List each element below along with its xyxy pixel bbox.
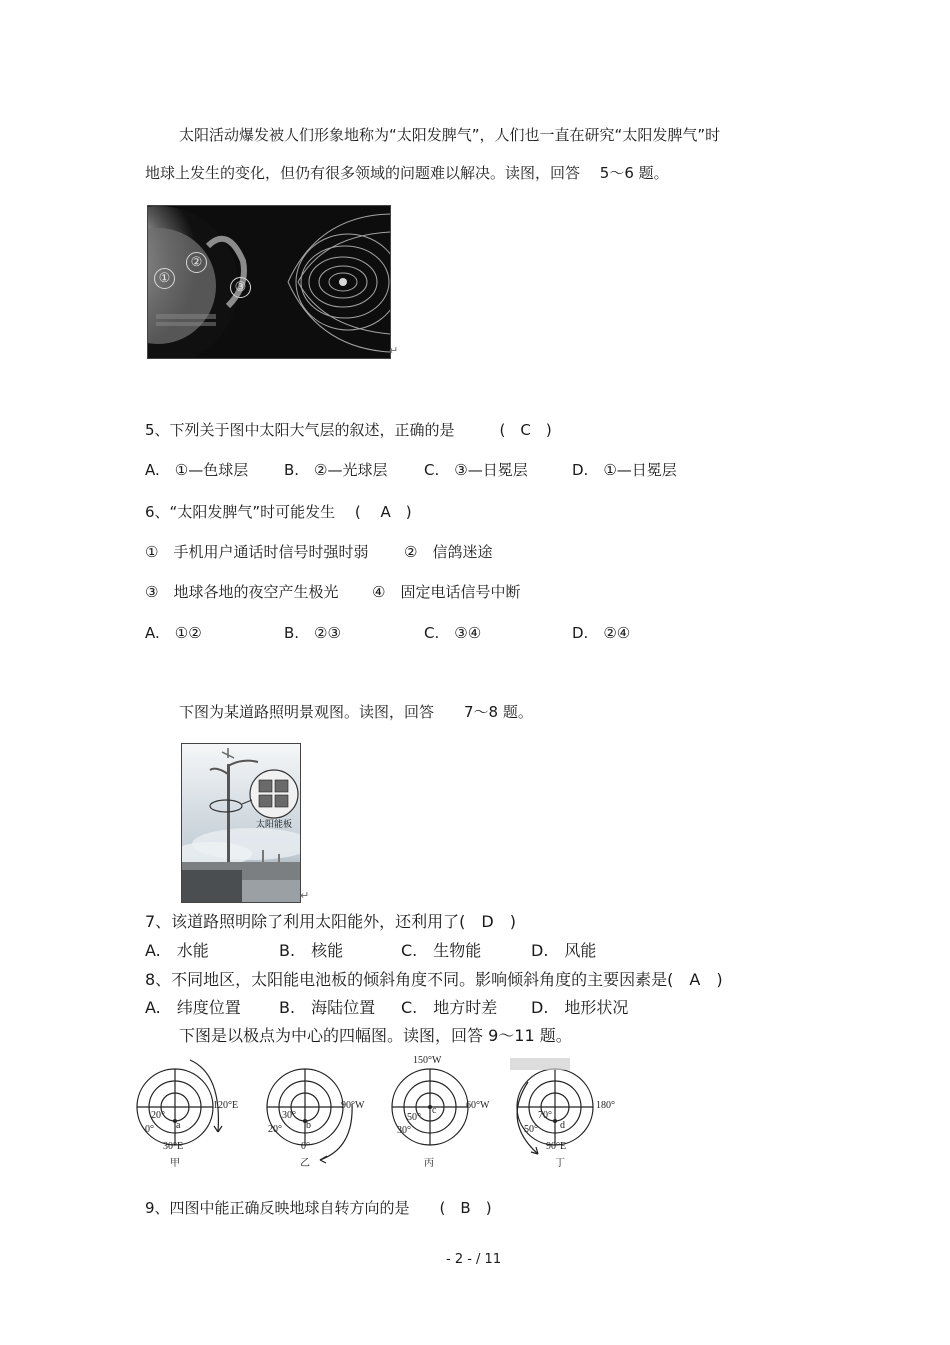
q6-option-c: C. ③④ [424, 624, 482, 642]
ding-inner-label: 70° [538, 1110, 552, 1121]
q9-stem: 9、四图中能正确反映地球自转方向的是 ( B ) [145, 1199, 492, 1217]
q5-option-d: D. ①—日冕层 [572, 461, 677, 479]
q8-stem: 8、不同地区，太阳能电池板的倾斜角度不同。影响倾斜角度的主要因素是( A ) [145, 970, 723, 989]
bing-inner-label: 50° [407, 1112, 421, 1123]
q8-option-b: B. 海陆位置 [279, 998, 376, 1017]
ding-outer-label: 50° [524, 1124, 538, 1135]
jia-name: 甲 [170, 1158, 180, 1169]
return-mark: ↵ [389, 344, 399, 357]
jia-outer-label: 0° [145, 1124, 154, 1135]
q6-item-4: ④ 固定电话信号中断 [372, 583, 521, 601]
q8-option-c: C. 地方时差 [401, 998, 498, 1017]
bing-name: 丙 [424, 1158, 434, 1169]
q6-option-d: D. ②④ [572, 624, 631, 642]
ding-right-label: 180° [596, 1100, 615, 1111]
street-light-figure [181, 743, 301, 903]
q6-item-2: ② 信鸽迷途 [404, 543, 493, 561]
intro-7-8: 下图为某道路照明景观图。读图，回答 7～8 题。 [179, 703, 533, 721]
jia-right-label: 120°E [213, 1100, 239, 1111]
q7-option-a: A. 水能 [145, 941, 209, 960]
q8-option-a: A. 纬度位置 [145, 998, 241, 1017]
return-mark: ↵ [300, 889, 310, 902]
q8-option-d: D. 地形状况 [531, 998, 629, 1017]
jia-point-label: a [176, 1120, 181, 1131]
intro-9-11: 下图是以极点为中心的四幅图。读图，回答 9～11 题。 [179, 1026, 572, 1045]
q7-option-c: C. 生物能 [401, 941, 482, 960]
ding-name: 丁 [555, 1158, 565, 1169]
intro-5-6-line1: 太阳活动爆发被人们形象地称为“太阳发脾气”，人们也一直在研究“太阳发脾气”时 [179, 126, 721, 144]
q5-stem: 5、下列关于图中太阳大气层的叙述，正确的是 ( C ) [145, 421, 552, 439]
bing-right-label: 60°W [466, 1100, 490, 1111]
q6-option-b: B. ②③ [284, 624, 341, 642]
ding-point-label: d [560, 1120, 565, 1131]
yi-inner-label: 30° [282, 1110, 296, 1121]
yi-bottom-label: 0° [301, 1141, 310, 1152]
q5-option-b: B. ②—光球层 [284, 461, 388, 479]
yi-outer-label: 20° [268, 1124, 282, 1135]
yi-name: 乙 [300, 1158, 310, 1169]
jia-inner-label: 20° [151, 1110, 165, 1121]
q6-stem: 6、“太阳发脾气”时可能发生 ( A ) [145, 503, 412, 521]
yi-right-label: 90°W [341, 1100, 365, 1111]
q6-item-3: ③ 地球各地的夜空产生极光 [145, 583, 339, 601]
q6-item-1: ① 手机用户通话时信号时强时弱 [145, 543, 369, 561]
q5-option-a: A. ①—色球层 [145, 461, 249, 479]
page-number: - 2 - / 11 [446, 1252, 502, 1267]
jia-bottom-label: 30°E [163, 1141, 184, 1152]
sun-magnetosphere-illustration [148, 206, 390, 358]
bing-point-label: c [432, 1105, 437, 1116]
bing-top-label: 150°W [413, 1055, 442, 1066]
label-2: ② [186, 252, 207, 273]
label-3: ③ [230, 277, 251, 298]
ding-bottom-label: 90°E [546, 1141, 567, 1152]
yi-point-label: b [306, 1120, 311, 1131]
label-1: ① [154, 268, 175, 289]
q7-stem: 7、该道路照明除了利用太阳能外，还利用了( D ) [145, 912, 516, 931]
intro-5-6-line2: 地球上发生的变化，但仍有很多领域的问题难以解决。读图，回答 5～6 题。 [145, 164, 669, 182]
bing-outer-label: 30° [397, 1125, 411, 1136]
q5-option-c: C. ③—日冕层 [424, 461, 528, 479]
solar-panel-caption: 太阳能板 [256, 820, 293, 830]
q7-option-b: B. 核能 [279, 941, 344, 960]
q6-option-a: A. ①② [145, 624, 202, 642]
q7-option-d: D. 风能 [531, 941, 597, 960]
sun-activity-figure [147, 205, 391, 359]
